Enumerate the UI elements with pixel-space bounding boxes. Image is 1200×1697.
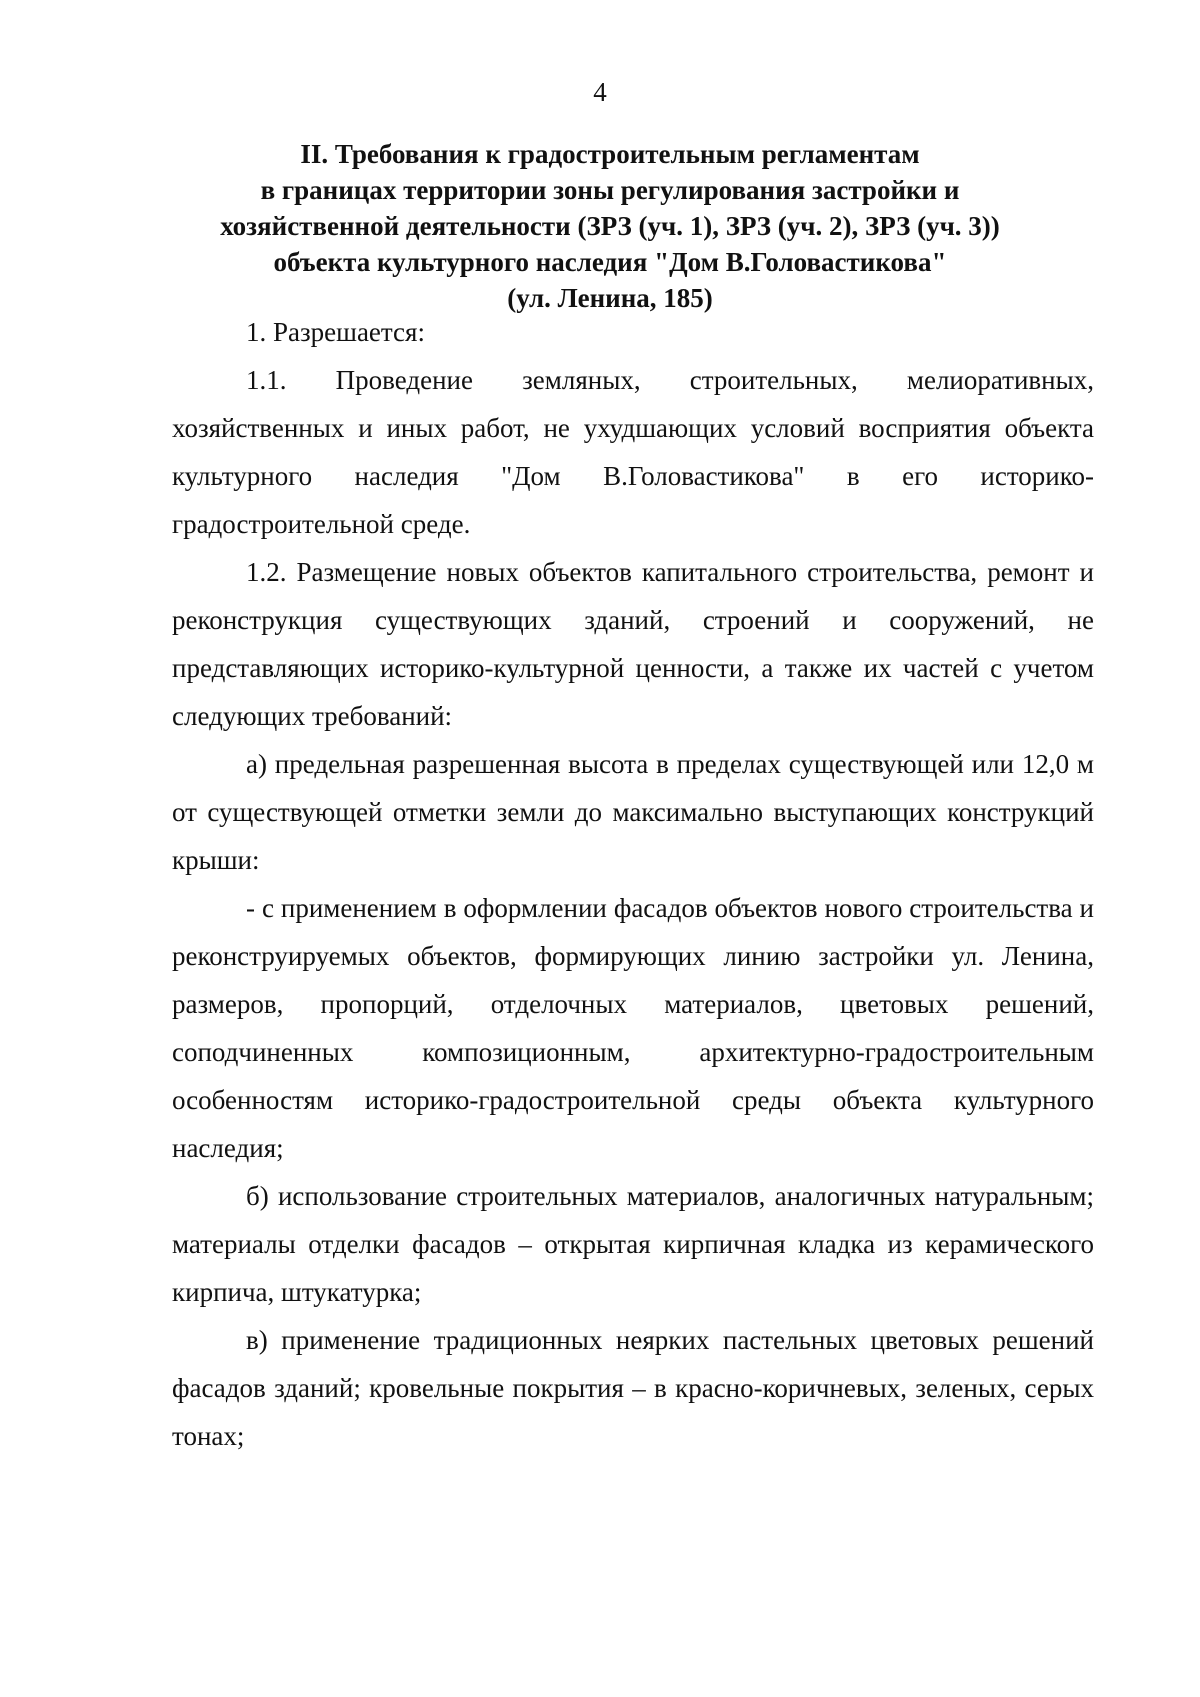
paragraph-1-1: 1.1. Проведение земляных, строительных, мелиоративных, хозяйственных и иных работ, не ухудшающих условий восприятия объекта культурного наследия "Дом В.Головастикова" в его историко-градостроительной среде. — [172, 365, 1094, 539]
paragraph-1-2: 1.2. Размещение новых объектов капитального строительства, ремонт и реконструкция существующих зданий, строений и сооружений, не представляющих историко-культурной ценности, а также их частей с учетом следующих требований: — [172, 557, 1094, 731]
heading-line: объекта культурного наследия "Дом В.Головастикова" — [273, 247, 947, 277]
document-body — [172, 308, 1094, 1460]
paragraph-v: в) применение традиционных неярких пастельных цветовых решений фасадов зданий; кровельные покрытия – в красно-коричневых, зеленых, серых тонах; — [172, 1325, 1094, 1451]
heading-line: хозяйственной деятельности (ЗРЗ (уч. 1), ЗРЗ (уч. 2), ЗРЗ (уч. 3)) — [220, 211, 1000, 241]
section-heading — [160, 136, 1060, 316]
page-number: 4 — [593, 77, 607, 107]
heading-line: II. Требования к градостроительным регламентам — [300, 139, 920, 169]
paragraph-a: а) предельная разрешенная высота в пределах существующей или 12,0 м от существующей отметки земли до максимально выступающих конструкций крыши: — [172, 749, 1094, 875]
heading-line: (ул. Ленина, 185) — [507, 283, 713, 313]
paragraph-b: б) использование строительных материалов, аналогичных натуральным; материалы отделки фасадов – открытая кирпичная кладка из керамического кирпича, штукатурка; — [172, 1181, 1094, 1307]
paragraph-dash-item: - с применением в оформлении фасадов объектов нового строительства и реконструируемых объектов, формирующих линию застройки ул. Ленина, размеров, пропорций, отделочных материалов, цветовых решений, соподчиненных композиционным, архитектурно-градостроительным особенностям историко-градостроительной среды объекта культурного наследия; — [172, 893, 1094, 1163]
paragraph-permitted: 1. Разрешается: — [246, 317, 425, 347]
heading-line: в границах территории зоны регулирования застройки и — [260, 175, 960, 205]
